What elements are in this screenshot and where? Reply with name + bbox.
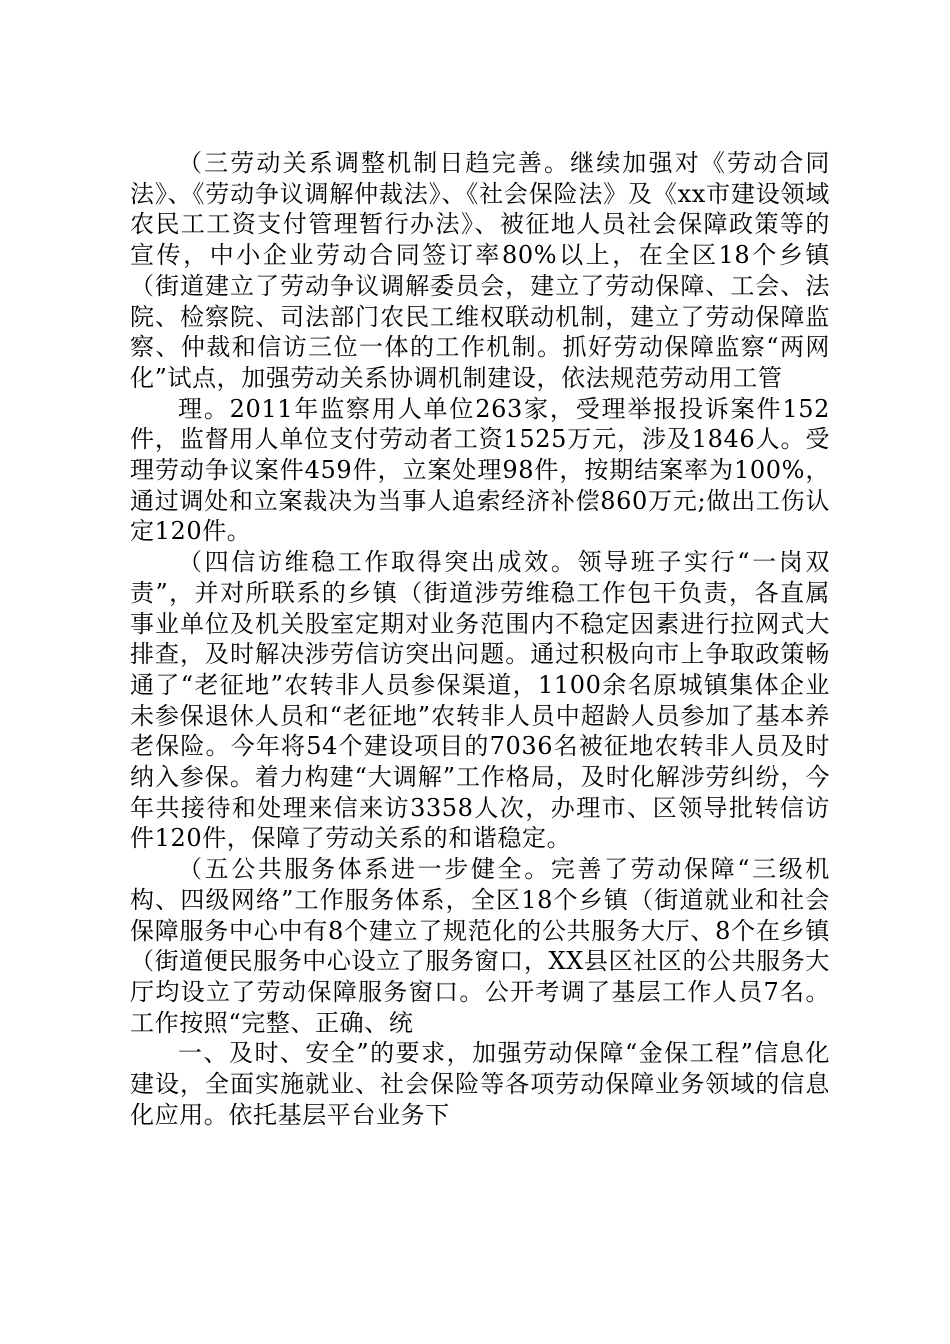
paragraph-public-service: （五公共服务体系进一步健全。完善了劳动保障“三级机构、四级网络”工作服务体系，全区18个乡镇（街道就业和社会保障服务中心中有8个建立了规范化的公共服务大厅、8个在乡镇（街道便民服务中心设立了服务窗口，XX县区社区的公共服务大厅均设立了劳动保障服务窗口。公开考调了基层工作人员7名。工作按照“完整、正确、统 bbox=[130, 855, 830, 1037]
paragraph-labor-relations: （三劳动关系调整机制日趋完善。继续加强对《劳动合同法》、《劳动争议调解仲裁法》、《社会保险法》及《xx市建设领域农民工工资支付管理暂行办法》、被征地人员社会保障政策等的宣传，中小企业劳动合同签订率80%以上，在全区18个乡镇（街道建立了劳动争议调解委员会，建立了劳动保障、工会、法院、检察院、司法部门农民工维权联动机制，建立了劳动保障监察、仲裁和信访三位一体的工作机制。抓好劳动保障监察“两网化”试点，加强劳动关系协调机制建设，依法规范劳动用工管 bbox=[130, 149, 830, 392]
paragraph-petition-stability: （四信访维稳工作取得突出成效。领导班子实行“一岗双责”，并对所联系的乡镇（街道涉劳维稳工作包干负责，各直属事业单位及机关股室定期对业务范围内不稳定因素进行拉网式大排查，及时解决涉劳信访突出问题。通过积极向市上争取政策畅通了“老征地”农转非人员参保渠道，1100余名原城镇集体企业未参保退休人员和“老征地”农转非人员中超龄人员参加了基本养老保险。今年将54个建设项目的7036名被征地农转非人员及时纳入参保。着力构建“大调解”工作格局，及时化解涉劳纠纷，今年共接待和处理来信来访3358人次，办理市、区领导批转信访件120件，保障了劳动关系的和谐稳定。 bbox=[130, 548, 830, 853]
document-body bbox=[130, 148, 830, 1131]
paragraph-inspection-statistics: 理。2011年监察用人单位263家，受理举报投诉案件152件，监督用人单位支付劳动者工资1525万元，涉及1846人。受理劳动争议案件459件，立案处理98件，按期结案率为100%，通过调处和立案裁决为当事人追索经济补偿860万元;做出工伤认定120件。 bbox=[130, 394, 830, 546]
paragraph-information-system: 一、及时、安全”的要求，加强劳动保障“金保工程”信息化建设，全面实施就业、社会保险等各项劳动保障业务领域的信息化应用。依托基层平台业务下 bbox=[130, 1039, 830, 1129]
